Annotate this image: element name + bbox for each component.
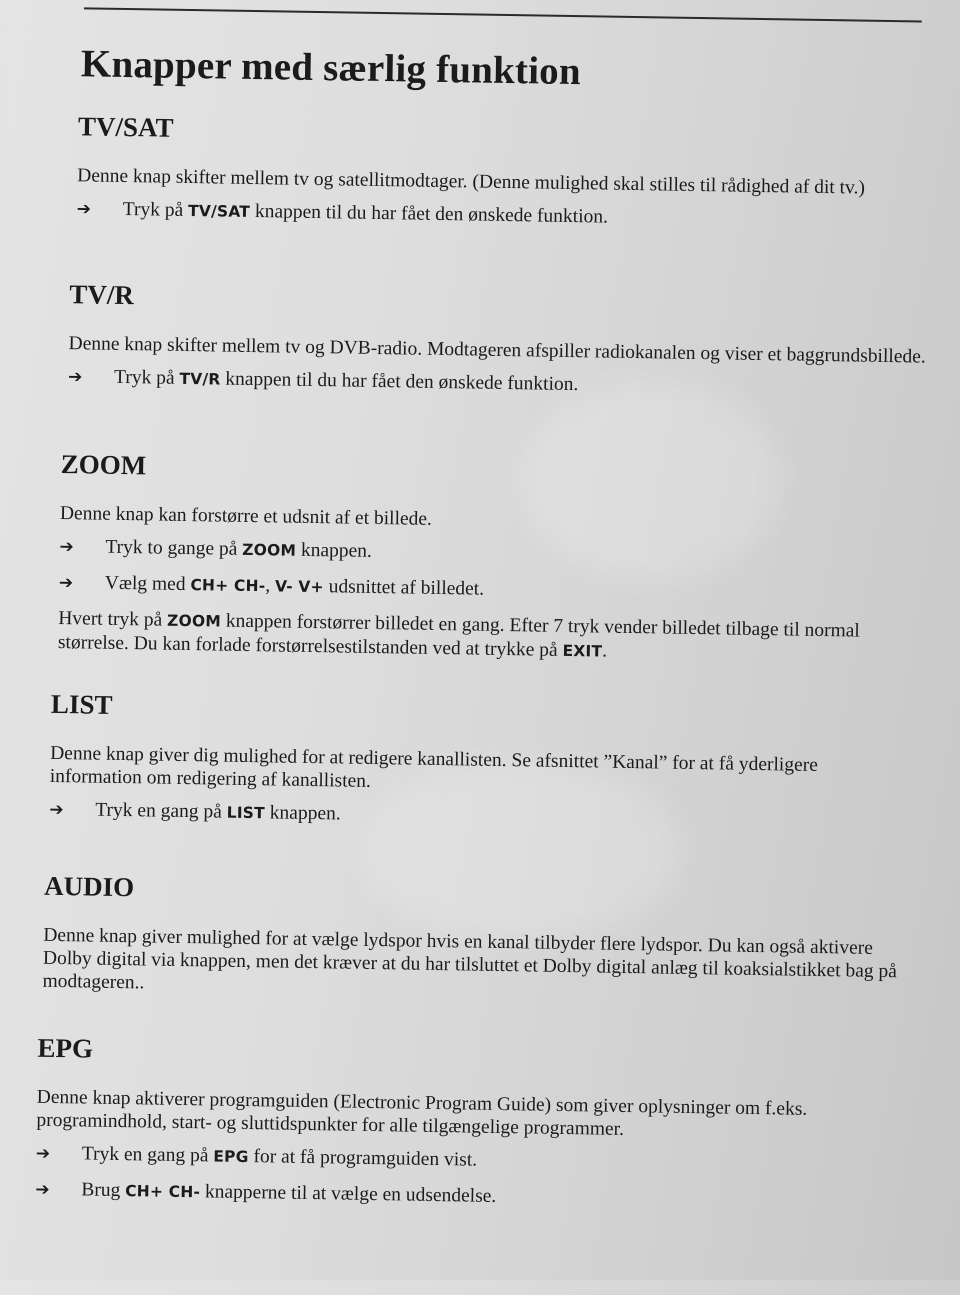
arrow-icon: ➔ (58, 572, 74, 594)
key-tv-r: TV/R (179, 369, 221, 389)
section-tv-sat (76, 111, 938, 246)
key-ch: CH+ CH- (125, 1182, 201, 1202)
section-text: Denne knap aktiverer programguiden (Electronic Program Guide) som giver oplysninger om f.eks. programindhold, start- og sluttidspunkter for alle tilgængelige programmer. (36, 1086, 808, 1140)
key-ch: CH+ CH- (190, 576, 266, 596)
section-text: Denne knap skifter mellem tv og DVB-radio. Modtageren afspiller radiokanalen og viser et baggrundsbillede. (68, 333, 926, 368)
section-text: Denne knap skifter mellem tv og satellitmodtager. (Denne mulighed skal stilles til rådighed af dit tv.) (77, 165, 866, 199)
instruction-step (35, 1178, 895, 1216)
section-heading: ZOOM (60, 449, 147, 481)
section-note: Hvert tryk på ZOOM knappen forstørrer billedet en gang. Efter 7 tryk vender billedet tilbage til normal størrelse. Du kan forlade forstørrelsestilstanden ved at trykke på EXIT. (57, 607, 860, 662)
instruction-step (49, 798, 909, 836)
instruction-step (36, 1142, 896, 1180)
key-exit: EXIT (562, 641, 603, 661)
step-text: Vælg med CH+ CH-, V- V+ udsnittet af billedet. (104, 572, 485, 600)
arrow-icon: ➔ (59, 537, 74, 558)
arrow-icon: ➔ (49, 799, 64, 821)
step-text: Tryk på TV/R knappen til du har fået den ønskede funktion. (113, 366, 579, 396)
key-zoom: ZOOM (242, 540, 297, 560)
section-tv-r (68, 279, 930, 414)
section-epg (35, 1033, 898, 1227)
arrow-icon: ➔ (76, 199, 92, 220)
section-zoom (58, 449, 921, 678)
step-text: Brug CH+ CH- knapperne til at vælge en udsendelse. (81, 1179, 497, 1207)
key-epg: EPG (213, 1147, 249, 1167)
step-text: Tryk to gange på ZOOM knappen. (105, 536, 373, 562)
section-text: Denne knap giver mulighed for at vælge lydspor hvis en kanal tilbyder flere lydspor. Du kan også aktivere Dolby digital via knappen, men det kræver at du har tilsluttet et Dolby digital anlæg til koaksialstikket bag på modtageren.. (42, 924, 898, 994)
section-text: Denne knap giver dig mulighed for at redigere kanallisten. Se afsnittet ”Kanal” for at få yderligere information om redigering af kanallisten. (49, 742, 819, 792)
key-list: LIST (226, 803, 266, 823)
section-text: Denne knap kan forstørre et udsnit af et billede. (59, 503, 433, 530)
step-text: Tryk en gang på LIST knappen. (95, 799, 341, 825)
arrow-icon: ➔ (35, 1179, 50, 1200)
key-v: V- V+ (274, 577, 324, 597)
section-heading: TV/R (69, 279, 135, 311)
top-rule (84, 7, 922, 22)
section-heading: EPG (37, 1032, 94, 1064)
section-audio (42, 871, 904, 1016)
instruction-step (59, 571, 919, 609)
section-list (49, 689, 911, 847)
section-heading: TV/SAT (77, 111, 174, 143)
arrow-icon: ➔ (67, 367, 83, 388)
key-zoom: ZOOM (166, 611, 222, 631)
page-title: Knapper med særlig funktion (80, 42, 582, 94)
instruction-step (68, 365, 928, 403)
key-tv-sat: TV/SAT (187, 201, 251, 221)
instruction-step (77, 197, 937, 235)
step-text: Tryk på TV/SAT knappen til du har fået den ønskede funktion. (122, 198, 609, 228)
instruction-step (59, 535, 919, 573)
section-heading: LIST (50, 688, 113, 720)
step-text: Tryk en gang på EPG for at få programguiden vist. (81, 1143, 478, 1171)
arrow-icon: ➔ (35, 1143, 51, 1164)
section-heading: AUDIO (43, 870, 135, 903)
